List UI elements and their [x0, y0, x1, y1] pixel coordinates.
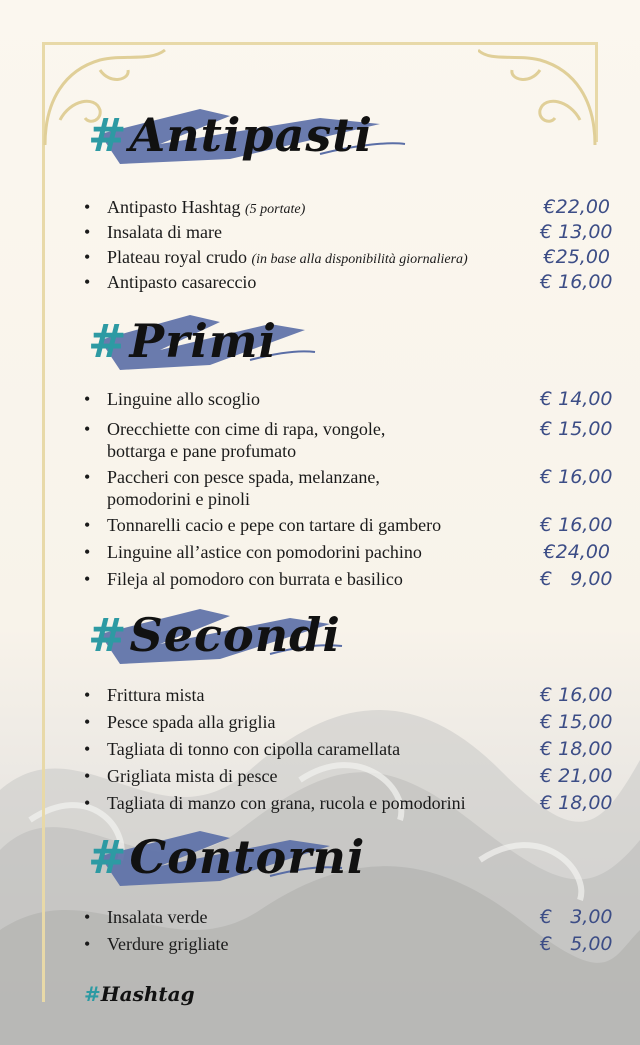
item-price: €25,00 — [543, 246, 610, 268]
item-price: € 14,00 — [540, 388, 613, 410]
menu-item: • Plateau royal crudo (in base alla disponibilità giornaliera) €25,00 — [84, 246, 610, 268]
section-title-text: Secondi — [129, 608, 341, 662]
menu-list — [80, 388, 613, 595]
menu-item: • Linguine allo scoglio € 14,00 — [84, 388, 613, 410]
item-price: € 16,00 — [540, 684, 613, 706]
item-price: €22,00 — [543, 196, 610, 218]
hash-symbol: # — [88, 314, 128, 368]
item-price: € 16,00 — [540, 514, 613, 536]
item-price: € 15,00 — [540, 711, 613, 733]
section-title — [88, 108, 373, 162]
section-title-text: Contorni — [129, 830, 366, 884]
item-price: € 21,00 — [540, 765, 613, 787]
hash-symbol: # — [84, 982, 101, 1006]
item-price: € 9,00 — [540, 568, 613, 590]
section-secondi — [80, 604, 613, 819]
section-title-text: Primi — [129, 314, 277, 368]
section-antipasti — [80, 104, 613, 296]
menu-item: • Fileja al pomodoro con burrata e basilico € 9,00 — [84, 568, 613, 590]
item-name: Antipasto Hashtag — [107, 197, 241, 217]
item-price: € 3,00 — [540, 906, 613, 928]
menu-item: • Tagliata di tonno con cipolla caramellata € 18,00 — [84, 738, 613, 760]
item-name: Insalata di mare — [107, 222, 222, 242]
item-note: (5 portate) — [244, 202, 306, 217]
section-header — [80, 826, 610, 896]
menu-item: • Insalata verde € 3,00 — [84, 906, 613, 928]
menu-item: • Tagliata di manzo con grana, rucola e pomodorini € 18,00 — [84, 792, 613, 814]
footer-hashtag-logo — [84, 982, 195, 1006]
item-name: Plateau royal crudo — [107, 247, 247, 267]
section-primi — [80, 310, 613, 595]
menu-item: • Antipasto casareccio € 16,00 — [84, 271, 613, 293]
section-header — [80, 310, 610, 380]
item-price: € 18,00 — [540, 792, 613, 814]
section-title-text: Antipasti — [129, 108, 373, 162]
item-price: € 18,00 — [540, 738, 613, 760]
menu-item: • Linguine all’astice con pomodorini pachino €24,00 — [84, 541, 610, 563]
section-contorni — [80, 826, 613, 960]
item-price: € 5,00 — [540, 933, 613, 955]
menu-item: • Tonnarelli cacio e pepe con tartare di gambero € 16,00 — [84, 514, 613, 536]
menu-item: • Paccheri con pesce spada, melanzane, pomodorini e pinoli € 16,00 — [84, 466, 613, 509]
section-title — [88, 830, 365, 884]
item-note: (in base alla disponibilità giornaliera) — [251, 252, 468, 267]
item-price: € 15,00 — [540, 418, 613, 440]
menu-item: • Verdure grigliate € 5,00 — [84, 933, 613, 955]
footer-label: Hashtag — [100, 982, 195, 1006]
menu-item: • Insalata di mare € 13,00 — [84, 221, 613, 243]
section-header — [80, 104, 610, 174]
section-title — [88, 608, 341, 662]
menu-list — [80, 906, 613, 960]
menu-item: • Orecchiette con cime di rapa, vongole, bottarga e pane profumato € 15,00 — [84, 418, 613, 461]
menu-list — [80, 684, 613, 819]
hash-symbol: # — [88, 608, 128, 662]
menu-item: • Antipasto Hashtag (5 portate) €22,00 — [84, 196, 610, 218]
item-price: €24,00 — [543, 541, 610, 563]
hash-symbol: # — [88, 108, 128, 162]
item-price: € 13,00 — [540, 221, 613, 243]
section-title — [88, 314, 277, 368]
item-name: Antipasto casareccio — [107, 272, 257, 292]
item-price: € 16,00 — [540, 271, 613, 293]
menu-item: • Frittura mista € 16,00 — [84, 684, 613, 706]
frame-left-border — [42, 42, 45, 1002]
section-header — [80, 604, 610, 674]
hash-symbol: # — [88, 830, 128, 884]
menu-item: • Pesce spada alla griglia € 15,00 — [84, 711, 613, 733]
item-price: € 16,00 — [540, 466, 613, 488]
menu-item: • Grigliata mista di pesce € 21,00 — [84, 765, 613, 787]
menu-list — [80, 196, 613, 296]
